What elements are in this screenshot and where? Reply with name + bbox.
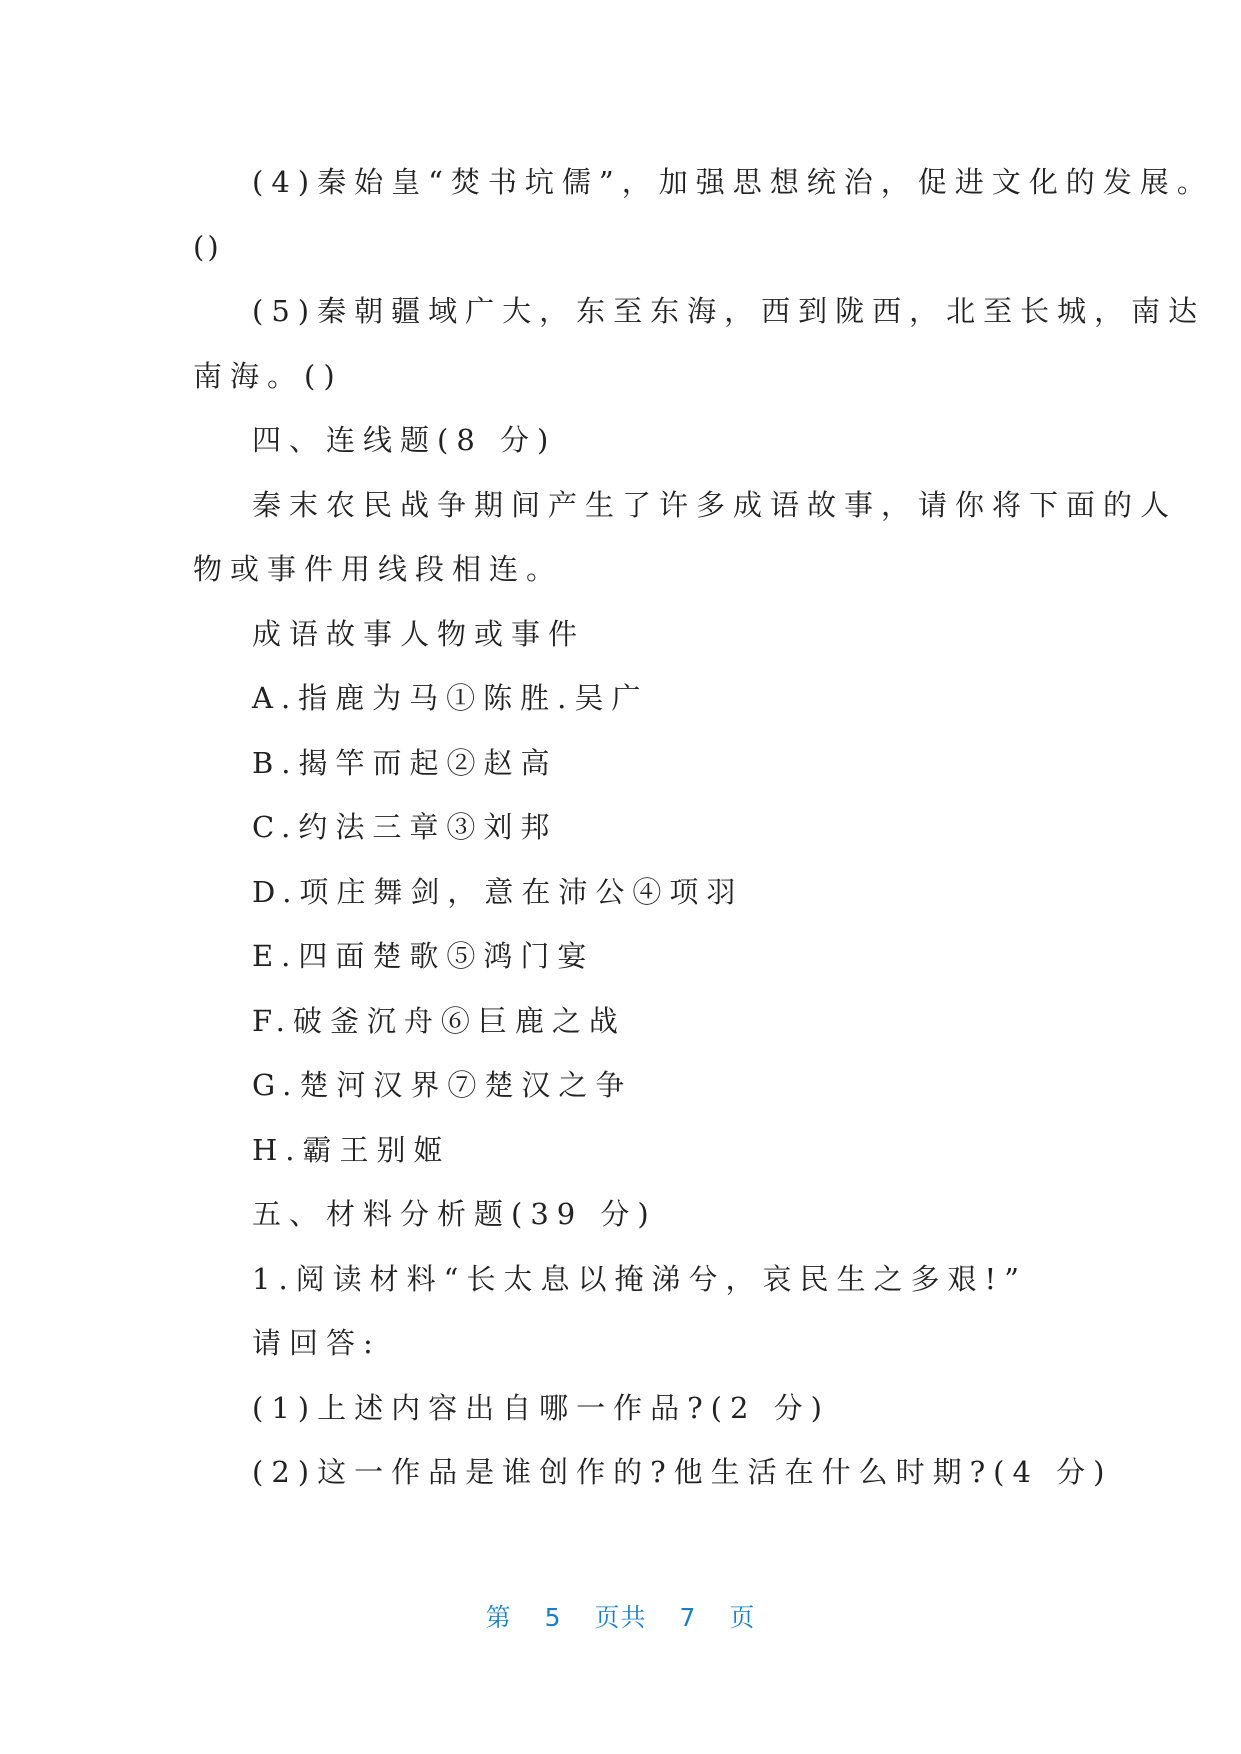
text-line-subq1: (1)上述内容出自哪一作品?(2 分): [252, 1391, 830, 1425]
list-item: C.约法三章③刘邦: [252, 810, 558, 844]
list-item: B.揭竿而起②赵高: [252, 746, 558, 780]
footer-middle: 页共: [594, 1603, 647, 1632]
list-item: E.四面楚歌⑤鸿门宴: [252, 939, 595, 973]
footer-prefix: 第: [485, 1603, 512, 1632]
text-line-matching-intro-cont: 物或事件用线段相连。: [193, 552, 564, 586]
section-heading-analysis: 五、材料分析题(39 分): [252, 1197, 657, 1231]
footer-page-number: 5: [544, 1603, 562, 1632]
list-item: A.指鹿为马①陈胜.吴广: [252, 681, 649, 715]
list-item: H.霸王别姬: [252, 1133, 451, 1167]
text-line-subq2: (2)这一作品是谁创作的?他生活在什么时期?(4 分): [252, 1455, 1113, 1489]
text-line-q4: (4)秦始皇“焚书坑儒”，加强思想统治，促进文化的发展。: [252, 165, 1214, 199]
text-line-prompt: 请回答:: [252, 1326, 381, 1360]
text-line-matching-intro: 秦末农民战争期间产生了许多成语故事，请你将下面的人: [252, 488, 1178, 522]
footer-total-pages: 7: [679, 1603, 697, 1632]
text-line-q5: (5)秦朝疆域广大，东至东海，西到陇西，北至长城，南达: [252, 294, 1206, 328]
text-line-q4-answer: (): [193, 230, 222, 264]
list-item: D.项庄舞剑，意在沛公④项羽: [252, 875, 744, 909]
text-line-matching-header: 成语故事人物或事件: [252, 617, 586, 651]
list-item: F.破釜沉舟⑥巨鹿之战: [252, 1004, 626, 1038]
page-footer: [0, 1598, 1241, 1634]
footer-suffix: 页: [729, 1603, 756, 1632]
text-line-q5-cont: 南海。(): [193, 359, 343, 393]
list-item: G.楚河汉界⑦楚汉之争: [252, 1068, 633, 1102]
section-heading-matching: 四、连线题(8 分): [252, 423, 557, 457]
text-line-material: 1.阅读材料“长太息以掩涕兮，哀民生之多艰!”: [252, 1262, 1027, 1296]
